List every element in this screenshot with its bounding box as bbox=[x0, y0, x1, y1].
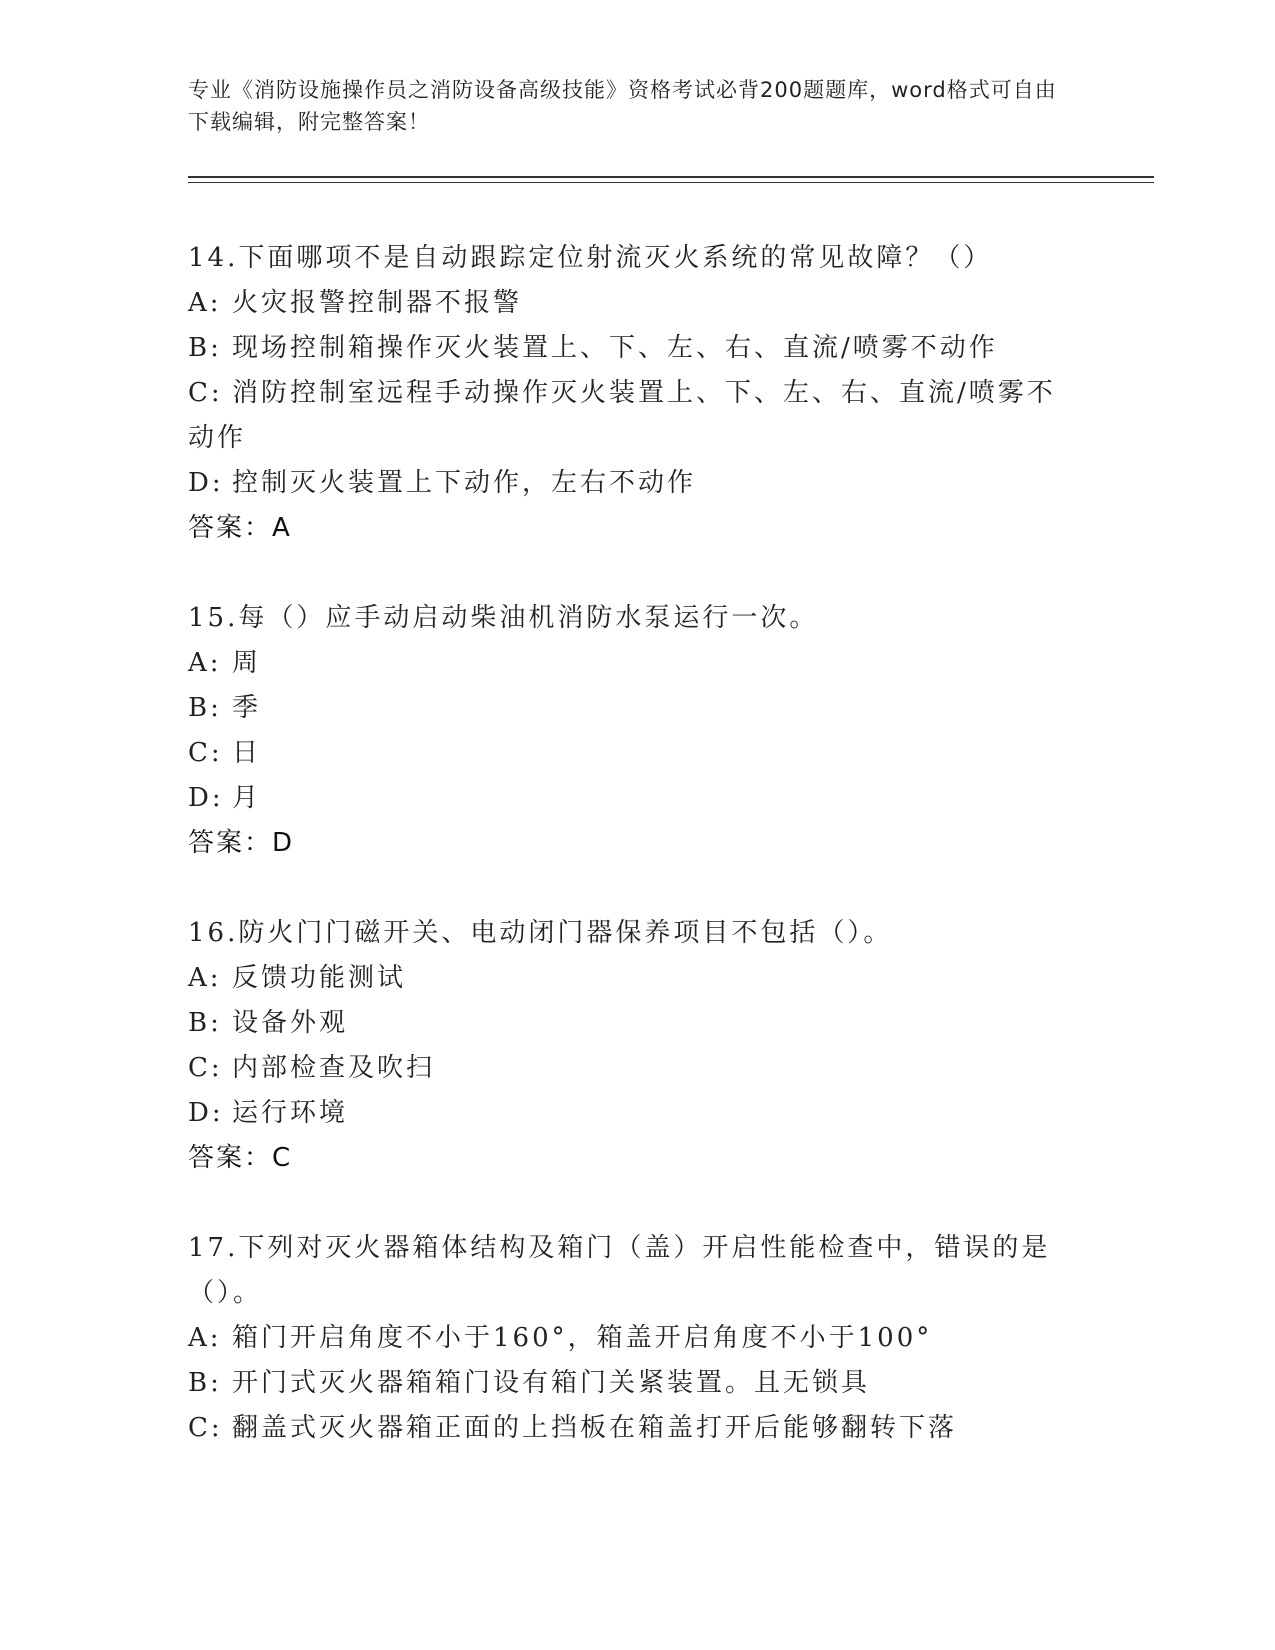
option-text: 翻盖式灭火器箱正面的上挡板在箱盖打开后能够翻转下落 bbox=[232, 1413, 958, 1443]
option-text: 设备外观 bbox=[232, 1008, 349, 1038]
option-text: 开门式灭火器箱箱门设有箱门关紧装置。且无锁具 bbox=[232, 1368, 871, 1398]
question-stem: 16.防火门门磁开关、电动闭门器保养项目不包括（）。 bbox=[188, 918, 893, 948]
question-stem: 15.每（）应手动启动柴油机消防水泵运行一次。 bbox=[188, 603, 819, 633]
option-c bbox=[188, 1406, 1068, 1451]
option-b bbox=[188, 1361, 1068, 1406]
option-letter: C: bbox=[188, 1413, 223, 1443]
header-rule-thick bbox=[188, 176, 1154, 178]
option-letter: B: bbox=[188, 693, 222, 723]
option-letter: B: bbox=[188, 1008, 222, 1038]
option-b bbox=[188, 1001, 1068, 1046]
option-letter: D: bbox=[188, 468, 224, 498]
option-letter: A: bbox=[188, 963, 222, 993]
question-16 bbox=[188, 911, 1068, 1181]
answer-label: 答案：C bbox=[188, 1143, 293, 1173]
option-text: 运行环境 bbox=[232, 1098, 349, 1128]
option-text: 控制灭火装置上下动作，左右不动作 bbox=[232, 468, 697, 498]
option-text: 箱门开启角度不小于160°，箱盖开启角度不小于100° bbox=[232, 1323, 933, 1353]
answer-label: 答案：D bbox=[188, 828, 295, 858]
question-list bbox=[188, 236, 1068, 1496]
answer-label: 答案：A bbox=[188, 513, 292, 543]
header-rule-thin bbox=[188, 182, 1154, 183]
option-letter: B: bbox=[188, 333, 222, 363]
option-b bbox=[188, 686, 1068, 731]
option-d bbox=[188, 1091, 1068, 1136]
option-letter: A: bbox=[188, 288, 222, 318]
option-letter: B: bbox=[188, 1368, 222, 1398]
option-letter: D: bbox=[188, 1098, 224, 1128]
option-text: 反馈功能测试 bbox=[232, 963, 407, 993]
option-text: 消防控制室远程手动操作灭火装置上、下、左、右、直流/喷雾不动作 bbox=[188, 378, 1056, 453]
option-text: 季 bbox=[232, 693, 262, 723]
option-c bbox=[188, 731, 1068, 776]
option-text: 内部检查及吹扫 bbox=[232, 1053, 436, 1083]
option-text: 火灾报警控制器不报警 bbox=[232, 288, 523, 318]
option-c bbox=[188, 371, 1068, 461]
question-stem: 14.下面哪项不是自动跟踪定位射流灭火系统的常见故障？（） bbox=[188, 243, 993, 273]
question-14 bbox=[188, 236, 1068, 551]
option-a bbox=[188, 956, 1068, 1001]
question-stem: 17.下列对灭火器箱体结构及箱门（盖）开启性能检查中，错误的是（）。 bbox=[188, 1233, 1051, 1308]
option-b bbox=[188, 326, 1068, 371]
document-header bbox=[188, 74, 1068, 138]
option-text: 月 bbox=[232, 783, 262, 813]
option-letter: C: bbox=[188, 378, 223, 408]
option-d bbox=[188, 461, 1068, 506]
question-15 bbox=[188, 596, 1068, 866]
option-text: 现场控制箱操作灭火装置上、下、左、右、直流/喷雾不动作 bbox=[232, 333, 998, 363]
option-letter: D: bbox=[188, 783, 224, 813]
option-text: 周 bbox=[232, 648, 262, 678]
option-d bbox=[188, 776, 1068, 821]
option-c bbox=[188, 1046, 1068, 1091]
option-letter: A: bbox=[188, 1323, 222, 1353]
option-a bbox=[188, 1316, 1068, 1361]
option-text: 日 bbox=[232, 738, 262, 768]
question-17 bbox=[188, 1226, 1068, 1451]
option-letter: C: bbox=[188, 1053, 223, 1083]
option-a bbox=[188, 641, 1068, 686]
option-letter: A: bbox=[188, 648, 222, 678]
option-a bbox=[188, 281, 1068, 326]
header-intro: 专业《消防设施操作员之消防设备高级技能》资格考试必背200题题库，word格式可自由下载编辑，附完整答案！ bbox=[188, 78, 1057, 134]
option-letter: C: bbox=[188, 738, 223, 768]
